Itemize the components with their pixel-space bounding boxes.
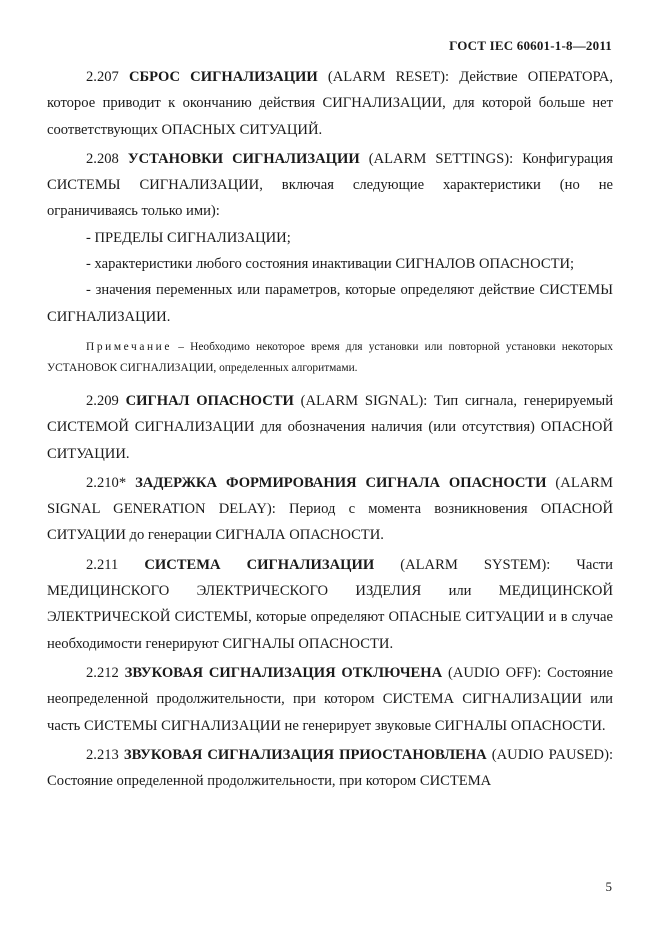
clause-2-209 xyxy=(47,388,613,467)
clause-term: ЗВУКОВАЯ СИГНАЛИЗАЦИЯ ОТКЛЮЧЕНА xyxy=(124,664,443,681)
clause-text: (ALARM RESET): Действие ОПЕРАТОРА, которое приводит к окончанию действия СИГНАЛИЗАЦИИ, для которой больше нет соответствующих ОПАСНЫХ СИТУАЦИЙ. xyxy=(47,69,613,138)
clause-2-212 xyxy=(47,660,613,739)
note-text: – Необходимо некоторое время для установки или повторной установки некоторых УСТАНОВОК СИГНАЛИЗАЦИИ, определенных алгоритмами. xyxy=(47,340,613,374)
clause-term: ЗВУКОВАЯ СИГНАЛИЗАЦИЯ ПРИОСТАНОВЛЕНА xyxy=(123,746,487,763)
document-body xyxy=(47,64,613,794)
clause-text: (ALARM SIGNAL GENERATION DELAY): Период с момента возникновения ОПАСНОЙ СИТУАЦИИ до генерации СИГНАЛА ОПАСНОСТИ. xyxy=(47,474,613,544)
clause-2-210 xyxy=(47,470,613,549)
list-item: - значения переменных или параметров, которые определяют действие СИСТЕМЫ СИГНАЛИЗАЦИИ. xyxy=(47,282,613,325)
clause-number: 2.208 xyxy=(86,150,119,167)
clause-term: СИСТЕМА СИГНАЛИЗАЦИИ xyxy=(144,556,375,573)
page-number: 5 xyxy=(605,879,612,894)
clause-2-208 xyxy=(47,146,613,225)
clause-number: 2.211 xyxy=(86,556,119,573)
clause-number: 2.213 xyxy=(86,746,119,763)
clause-term: ЗАДЕРЖКА ФОРМИРОВАНИЯ СИГНАЛА ОПАСНОСТИ xyxy=(135,474,547,491)
clause-2-213 xyxy=(47,742,613,795)
clause-2-211 xyxy=(47,552,613,657)
list-item: - ПРЕДЕЛЫ СИГНАЛИЗАЦИИ; xyxy=(86,229,291,246)
clause-2-207 xyxy=(47,64,613,143)
clause-number: 2.209 xyxy=(86,392,119,409)
clause-text: (ALARM SETTINGS): Конфигурация СИСТЕМЫ СИГНАЛИЗАЦИИ, включая следующие характеристики (но не ограничиваясь только ими): xyxy=(47,150,613,220)
clause-term: СИГНАЛ ОПАСНОСТИ xyxy=(125,392,294,409)
clause-text: (AUDIO OFF): Состояние неопределенной продолжительности, при котором СИСТЕМА СИГНАЛИЗАЦИИ или часть СИСТЕМЫ СИГНАЛИЗАЦИИ не генерирует звуковые СИГНАЛЫ ОПАСНОСТИ. xyxy=(47,664,613,734)
clause-term: УСТАНОВКИ СИГНАЛИЗАЦИИ xyxy=(127,150,360,167)
list-item: - характеристики любого состояния инактивации СИГНАЛОВ ОПАСНОСТИ; xyxy=(86,256,575,273)
clause-number: 2.207 xyxy=(86,69,119,85)
clause-number: 2.210* xyxy=(86,474,127,491)
clause-text: (ALARM SIGNAL): Тип сигнала, генерируемый СИСТЕМОЙ СИГНАЛИЗАЦИИ для обозначения наличия (или отсутствия) ОПАСНОЙ СИТУАЦИИ. xyxy=(47,392,613,462)
clause-text: (ALARM SYSTEM): Части МЕДИЦИНСКОГО ЭЛЕКТРИЧЕСКОГО ИЗДЕЛИЯ или МЕДИЦИНСКОЙ ЭЛЕКТРИЧЕСКОЙ СИСТЕМЫ, которые определяют ОПАСНЫЕ СИТУАЦИИ и в случае необходимости генерируют СИГНАЛЫ ОПАСНОСТИ. xyxy=(47,556,613,652)
clause-term: СБРОС СИГНАЛИЗАЦИИ xyxy=(128,69,318,85)
note-label: Примечание xyxy=(86,340,173,353)
note xyxy=(47,337,613,379)
clause-number: 2.212 xyxy=(86,664,119,681)
document-header: ГОСТ IEC 60601-1-8—2011 xyxy=(449,38,612,53)
clause-text: (AUDIO PAUSED): Состояние определенной продолжительности, при котором СИСТЕМА xyxy=(47,746,613,790)
